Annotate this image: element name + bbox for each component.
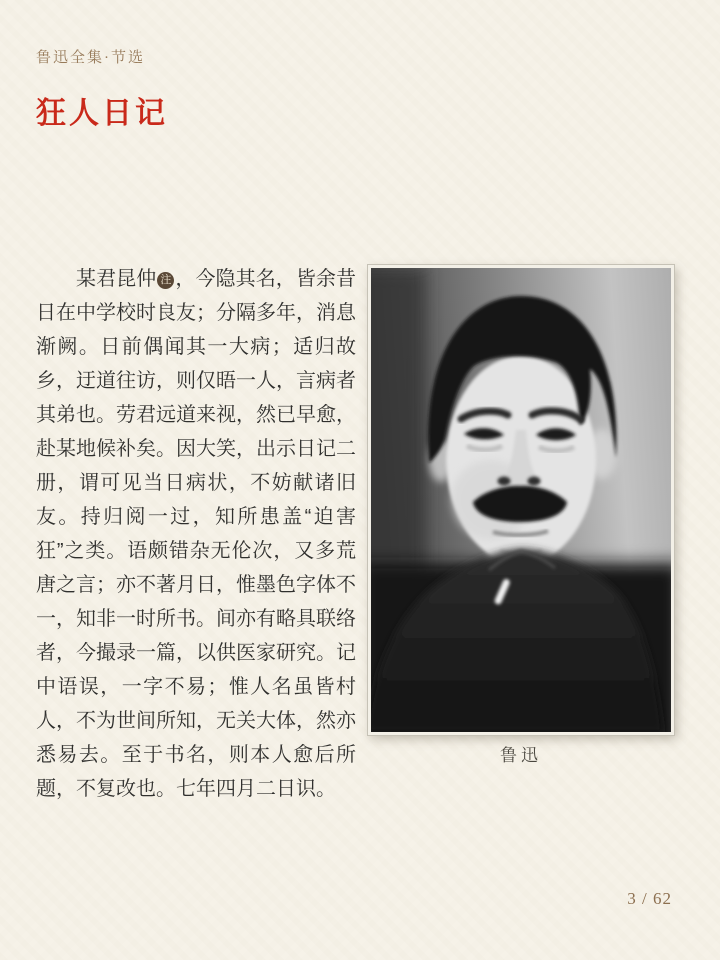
preface-paragraph (36, 262, 356, 806)
photo-caption: 鲁迅 (500, 746, 542, 765)
page-indicator: 3 / 62 (627, 889, 672, 908)
collection-title: 鲁迅全集·节选 (36, 50, 145, 66)
preface-text-after-note: ，今隐其名，皆余昔日在中学校时良友；分隔多年，消息渐阙。日前偶闻其一大病；适归故乡，迂道往访，则仅晤一人，言病者其弟也。劳君远道来视，然已早愈，赴某地候补矣。因大笑，出示日记二册，谓可见当日病状，不妨献诸旧友。持归阅一过，知所患盖“迫害狂”之类。语颇错杂无伦次，又多荒唐之言；亦不著月日，惟墨色字体不一，知非一时所书。间亦有略具联络者，今撮录一篇，以供医家研究。记中语误，一字不易；惟人名虽皆村人，不为世间所知，无关大体，然亦悉易去。至于书名，则本人愈后所题，不复改也。七年四月二日识。 (36, 268, 357, 800)
annotation-note-badge[interactable]: 注 (157, 272, 174, 289)
article-title: 狂人日记 (36, 97, 168, 130)
preface-text-before-note: 某君昆仲 (76, 268, 157, 290)
luxun-portrait-photo (371, 268, 671, 732)
portrait-photo-frame (368, 265, 674, 735)
